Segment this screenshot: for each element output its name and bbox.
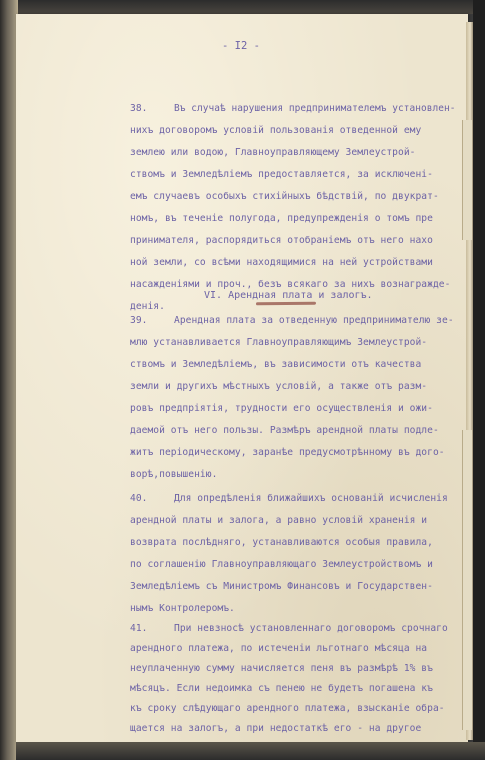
page-tab-lower xyxy=(462,430,472,730)
paragraph-38-line: ствомъ и Земледѣліемъ предоставляется, за исключені- xyxy=(130,169,433,180)
paragraph-40-line: нымъ Контролеромъ. xyxy=(130,603,235,614)
paragraph-41-line: мѣсяцъ. Если недоимка съ пенею не будетъ погашена къ xyxy=(130,683,433,694)
paragraph-40-number: 40. xyxy=(130,493,148,504)
paragraph-39-line: ровъ предпріятія, трудности его осуществленія и ожи- xyxy=(130,403,433,414)
scan-right-background xyxy=(473,0,485,760)
heading-underline-mark xyxy=(256,302,316,306)
paragraph-39-line: даемой отъ него пользы. Размѣръ арендной платы подле- xyxy=(130,425,439,436)
paragraph-38-line: емъ случаевъ особыхъ стихійныхъ бѣдствій, по двукрат- xyxy=(130,191,439,202)
paragraph-38-number: 38. xyxy=(130,103,148,114)
paragraph-39-line: ворѣ,повышенію. xyxy=(130,469,218,480)
paragraph-38-line: насажденіями и проч., безъ всякаго за нихъ вознагражде- xyxy=(130,279,451,290)
paragraph-40-line: арендной платы и залога, а равно условій храненія и xyxy=(130,515,428,526)
paragraph-41-line: При невзносѣ установленнаго договоромъ срочнаго xyxy=(174,623,448,634)
paragraph-38-line: ной земли, со всѣми находящимися на ней устройствами xyxy=(130,257,433,268)
scan-top-shadow xyxy=(16,0,485,14)
paragraph-40-line: по соглашенію Главноуправляющаго Землеустройствомъ и xyxy=(130,559,433,570)
paragraph-40-line: возврата послѣдняго, устанавливаются особыя правила, xyxy=(130,537,433,548)
section-heading: VI. Арендная плата и залогъ. xyxy=(204,290,373,301)
paragraph-39-line: ствомъ и Земледѣліемъ, въ зависимости отъ качества xyxy=(130,359,422,370)
paragraph-41-line: щается на залогъ, а при недостаткѣ его - на другое xyxy=(130,723,422,734)
paragraph-39-number: 39. xyxy=(130,315,148,326)
scan-bottom-shadow xyxy=(16,742,485,760)
paragraph-41-line: неуплаченную сумму начисляется пеня въ размѣрѣ 1% въ xyxy=(130,663,433,674)
paragraph-39-line: Арендная плата за отведенную предпринимателю зе- xyxy=(174,315,454,326)
paragraph-38-line: землею или водою, Главноуправляющему Землеустрой- xyxy=(130,147,416,158)
paragraph-38-line: принимателя, распорядиться отобраніемъ отъ него нахо xyxy=(130,235,433,246)
page-number: - I2 - xyxy=(222,40,260,52)
paragraph-38-line: номъ, въ теченіе полугода, предупрежденія о томъ пре xyxy=(130,213,433,224)
paragraph-38-line: Въ случаѣ нарушения предпринимателемъ установлен- xyxy=(174,103,456,114)
paragraph-41-line: арендного платежа, по истеченіи льготнаго мѣсяца на xyxy=(130,643,428,654)
page-tab-upper xyxy=(462,120,472,240)
paragraph-39-line: млю устанавливается Главноуправляющимъ Землеустрой- xyxy=(130,337,428,348)
paragraph-41-line: къ сроку слѣдующаго арендного платежа, взысканіе обра- xyxy=(130,703,445,714)
paragraph-38-line: денія. xyxy=(130,301,165,312)
paragraph-41-number: 41. xyxy=(130,623,148,634)
paragraph-40-line: Для опредѣленія ближайшихъ основаній исчисленія xyxy=(174,493,448,504)
paragraph-39-line: земли и другихъ мѣстныхъ условій, а также отъ разм- xyxy=(130,381,428,392)
paragraph-40-line: Земледѣліемъ съ Министромъ Финансовъ и Государствен- xyxy=(130,581,433,592)
paragraph-38-line: нихъ договоромъ условій пользованія отведенной ему xyxy=(130,125,422,136)
paragraph-39-line: житъ періодическому, заранѣе предусмотрѣнному въ дого- xyxy=(130,447,445,458)
